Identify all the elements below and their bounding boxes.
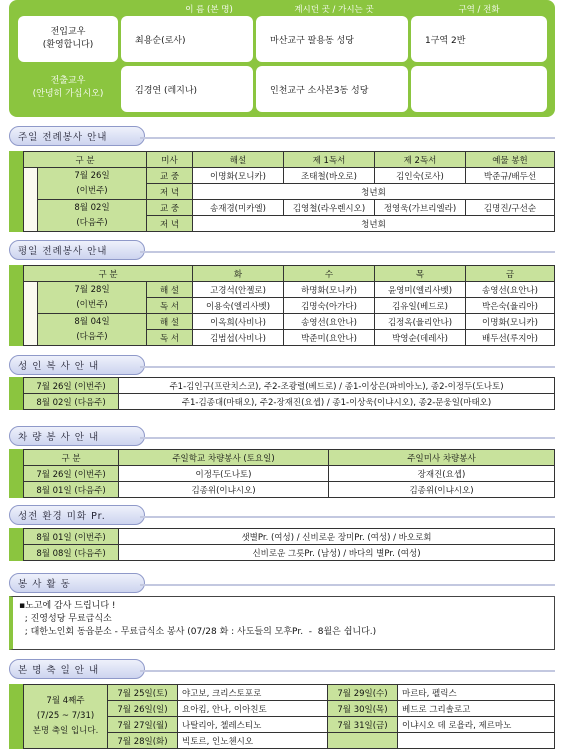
weekday-section-header: [0, 240, 564, 260]
date-cell: 7월 28일 (이번주): [38, 282, 147, 314]
table-row: 8월 01일 (이번주) 샛별Pr. (여성) / 신비로운 장미Pr. (여성) / 바오로회: [24, 529, 555, 545]
vehicle-section-title: 차 량 봉 사 안 내: [9, 426, 145, 446]
table-row: 7월 26일 (이번주) 이정두(도나토) 장재진(요셉): [24, 466, 555, 482]
table-row: 7월 26일(일) 요아킴, 안나, 이아친토 7월 30일(목) 베드로 그리솔로고: [24, 701, 555, 717]
weekday-table: [9, 265, 555, 346]
feast-week-label: 7월 4째주 (7/25 ~ 7/31) 본명 축일 입니다.: [24, 685, 108, 749]
header-place: 계시던 곳 / 가시는 곳: [294, 5, 374, 15]
activity-box: [9, 596, 555, 650]
env-section-header: [0, 505, 564, 525]
feast-table: [9, 684, 555, 749]
table-row: 7월 28일 (이번주) 해 설 고경석(안젤로) 하명화(모니카) 윤영미(엘리사벳) 송영선(요안나): [24, 282, 555, 298]
date-cell: 7월 26일 (이번주): [38, 168, 147, 200]
activity-section-header: [0, 573, 564, 593]
weekday-section-title: 평일 전례봉사 안내: [9, 240, 145, 260]
activity-section-title: 봉 사 활 동: [9, 573, 145, 593]
table-row: 저 녁 청년회: [24, 216, 555, 232]
sunday-section-title: 주일 전례봉사 안내: [9, 126, 145, 146]
transfer-out-zone: [411, 66, 547, 112]
feast-section-title: 본 명 축 일 안 내: [9, 659, 145, 679]
table-row: 독 서 이용숙(엘리사벳) 김명숙(아가다) 김유일(베드로) 박은숙(율리아): [24, 298, 555, 314]
table-row: 8월 08일 (다음주) 신비로운 그릇Pr. (남성) / 바다의 별Pr. (여성): [24, 545, 555, 561]
adult-section-title: 성 인 복 사 안 내: [9, 355, 145, 375]
table-row: 8월 01일 (다음주) 김종위(이냐시오) 김종위(이냐시오): [24, 482, 555, 498]
table-row: 7월 28일(화) 빅토르, 인노첸시오: [24, 733, 555, 749]
sunday-section-header: [0, 126, 564, 146]
date-cell: 8월 04일 (다음주): [38, 314, 147, 346]
transfer-in-label: 전입교우 (환영합니다): [18, 16, 118, 62]
table-row: 저 녁 청년회: [24, 184, 555, 200]
table-row: 7월 4째주 (7/25 ~ 7/31) 본명 축일 입니다. 7월 25일(토) 야고보, 크리스토포로 7월 29일(수) 마르타, 펠릭스: [24, 685, 555, 701]
transfer-in-zone: 1구역 2반: [411, 16, 547, 62]
table-header-row: 구 분 화 수 목 금: [24, 266, 555, 282]
table-row: 7월 27일(월) 나탈리아, 첼레스티노 7월 31일(금) 이냐시오 데 로욜라, 제르마노: [24, 717, 555, 733]
transfer-in-name: 최용순(로사): [121, 16, 253, 62]
date-cell: 8월 02일 (다음주): [38, 200, 147, 232]
transfer-out-place: 인천교구 소사본3동 성당: [256, 66, 408, 112]
activity-line: ; 진영성당 무료급식소: [19, 614, 112, 624]
env-table: [9, 528, 555, 561]
header-name: 이 름 (본 명): [185, 5, 233, 15]
activity-line: ; 대한노인회 동읍분소 - 무료급식소 봉사 (07/28 화 : 사도들의 모후Pr. - 8월은 쉽니다.): [19, 627, 377, 637]
feast-section-header: [0, 659, 564, 679]
activity-line: ▪노고에 감사 드립니다 !: [19, 601, 116, 611]
table-row: 8월 02일 (다음주) 교 중 송재경(미카엘) 김영철(라우렌시오) 정영욱(가브리엘라) 김명진/구선순: [24, 200, 555, 216]
transfer-out-name: 김경연 (레지나): [121, 66, 253, 112]
transfer-out-label: 전출교우 (안녕히 가십시오): [32, 76, 104, 99]
header-zone: 구역 / 전화: [458, 5, 500, 15]
transfer-in-place: 마산교구 팔용동 성당: [256, 16, 408, 62]
sunday-table: [9, 151, 555, 232]
table-row: 독 서 김범섭(사비나) 박준미(요안나) 박영순(데레사) 배두선(루지아): [24, 330, 555, 346]
adult-section-header: [0, 355, 564, 375]
vehicle-section-header: [0, 426, 564, 446]
table-header-row: 구 분 주일학교 차량봉사 (토요일) 주일미사 차량봉사: [24, 450, 555, 466]
table-row: 8월 04일 (다음주) 해 설 이옥희(사비나) 송영선(요안나) 김정옥(율리안나) 이명화(모니카): [24, 314, 555, 330]
table-header-row: 구 분 미사 해설 제 1독서 제 2독서 예물 봉헌: [24, 152, 555, 168]
adult-table: [9, 377, 555, 410]
table-row: 7월 26일 (이번주) 교 중 이명화(모니카) 조태철(바오로) 김인숙(로사) 박준규/배두선: [24, 168, 555, 184]
env-section-title: 성전 환경 미화 Pr.: [9, 505, 145, 525]
vehicle-table: [9, 449, 555, 498]
table-row: 7월 26일 (이번주) 주1-김인구(프란치스코), 주2-조광렬(베드로) / 종1-이상은(파비아노), 종2-이정두(도나토): [24, 378, 555, 394]
transfer-box: [9, 0, 555, 117]
table-row: 8월 02일 (다음주) 주1-김종대(마태오), 주2-장재진(요셉) / 종1-이상욱(이냐시오), 종2-문웅일(마태오): [24, 394, 555, 410]
